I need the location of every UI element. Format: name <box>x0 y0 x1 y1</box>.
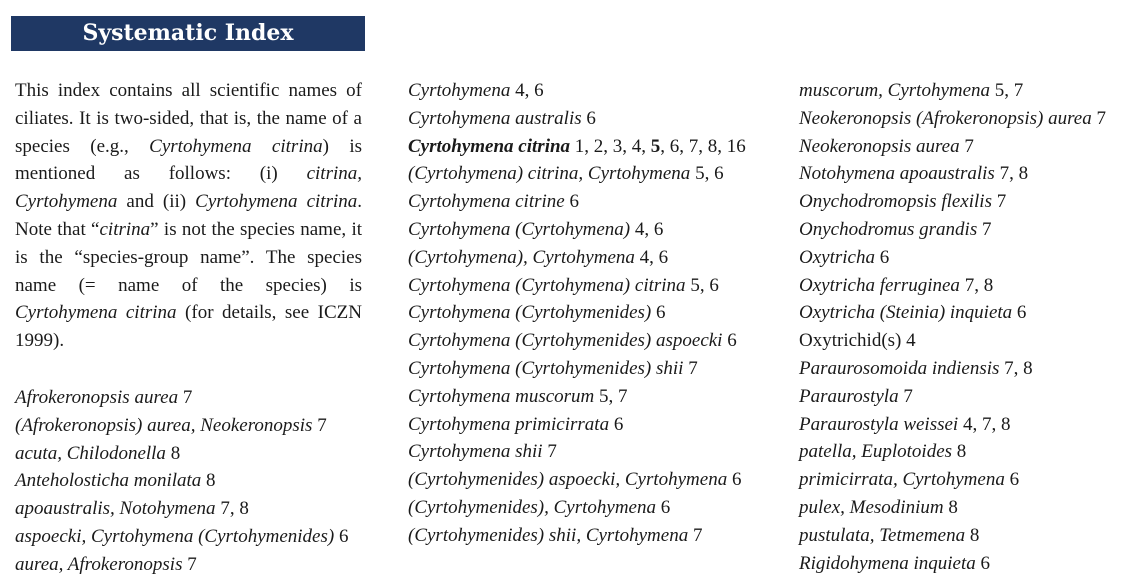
index-entry <box>408 411 768 439</box>
text-run: . Note that “ <box>15 191 362 240</box>
index-entry <box>408 383 768 411</box>
text-run: 4, 6 <box>630 218 664 240</box>
text-run: ” is not the species name, it is the “species-group name”. The species name (= name of the species) is <box>15 218 362 296</box>
text-run: Cyrtohymena citrina <box>149 135 323 157</box>
text-run: Oxytricha ferruginea <box>799 274 960 296</box>
index-entry <box>408 438 768 466</box>
index-entry <box>799 299 1126 327</box>
text-run: Cyrtohymena (Cyrtohymena) citrina <box>408 274 686 296</box>
text-run: Onychodromopsis flexilis <box>799 191 992 213</box>
index-entry <box>408 355 768 383</box>
index-entry <box>15 467 365 495</box>
index-entry <box>799 494 1126 522</box>
text-run: 6 <box>609 413 624 435</box>
text-run: Oxytrichid(s) 4 <box>799 330 916 352</box>
text-run: Notohymena apoaustralis <box>799 163 995 185</box>
index-entry <box>408 105 768 133</box>
index-entry <box>408 244 768 272</box>
index-entry <box>408 77 768 105</box>
text-run: (for details, see ICZN 1999). <box>15 302 362 352</box>
index-entry <box>408 327 768 355</box>
text-run: 8 <box>165 442 181 464</box>
section-title-banner <box>11 16 365 51</box>
index-entry <box>799 355 1126 383</box>
index-entry <box>799 216 1126 244</box>
index-column-2 <box>408 77 768 550</box>
text-run: (Cyrtohymenides) aspoecki, Cyrtohymena <box>408 469 728 491</box>
text-run: (Cyrtohymenides), Cyrtohymena <box>408 496 656 518</box>
text-run: 5 <box>650 135 661 157</box>
text-run: Cyrtohymena shii <box>408 441 543 463</box>
text-run: 7 <box>542 441 557 463</box>
index-entry <box>799 438 1126 466</box>
text-run: Cyrtohymena <box>408 80 511 101</box>
text-run: Cyrtohymena citrina <box>408 135 571 157</box>
text-run: Oxytricha <box>799 246 875 268</box>
text-run: acuta, Chilodonella <box>15 442 166 464</box>
text-run: 7 <box>688 524 703 546</box>
text-run: (Afrokeronopsis) aurea, Neokeronopsis <box>15 414 313 436</box>
text-run: Onychodromus grandis <box>799 218 978 240</box>
index-entry <box>799 466 1126 494</box>
text-run: 6 <box>581 107 596 129</box>
text-run: 4, 6 <box>510 80 544 101</box>
index-entry <box>408 188 768 216</box>
text-run: citrina <box>99 218 151 240</box>
text-run: This index contains all scientific names of ciliates. It is two-sided, that is, the name of a species (e.g., <box>15 80 362 157</box>
text-run: Cyrtohymena (Cyrtohymenides) aspoecki <box>408 330 723 352</box>
index-entry <box>408 494 768 522</box>
text-run: 5, 7 <box>594 385 628 407</box>
text-run: ) is mentioned as follows: (i) <box>15 135 363 185</box>
text-run: Cyrtohymena citrine <box>408 191 565 213</box>
text-run: 6 <box>727 469 742 491</box>
text-run: 8 <box>201 470 216 492</box>
index-entry <box>799 244 1126 272</box>
text-run: Cyrtohymena australis <box>408 107 582 129</box>
text-run: 7 <box>182 553 197 575</box>
text-run: Rigidohymena inquieta <box>799 552 976 574</box>
text-run: pustulata, Tetmemena <box>799 524 966 546</box>
index-entry <box>408 522 768 550</box>
text-run: Paraurostyla <box>799 385 899 407</box>
text-run: 7, 8 <box>215 498 249 520</box>
text-run: Neokeronopsis (Afrokeronopsis) aurea <box>799 107 1092 129</box>
text-run: Cyrtohymena (Cyrtohymena) <box>408 218 631 240</box>
text-run: 7 <box>312 414 327 436</box>
text-run: apoaustralis, Notohymena <box>15 498 216 520</box>
text-run: 6 <box>656 496 671 518</box>
index-entry <box>15 495 365 523</box>
text-run: Cyrtohymena (Cyrtohymenides) shii <box>408 357 684 379</box>
text-run: 6 <box>975 552 991 574</box>
text-run: Cyrtohymena citrina <box>195 191 358 213</box>
text-run: Cyrtohymena primicirrata <box>408 413 610 435</box>
text-run: primicirrata, Cyrtohymena <box>799 469 1005 491</box>
text-run: 8 <box>943 496 958 518</box>
index-entry <box>408 299 768 327</box>
text-run: 6 <box>874 246 890 268</box>
text-run: Afrokeronopsis aurea <box>15 387 179 408</box>
index-column-1 <box>15 384 365 579</box>
text-run: Oxytricha (Steinia) inquieta <box>799 302 1013 324</box>
index-entry <box>799 160 1126 188</box>
text-run: 6 <box>722 330 737 352</box>
text-run: 7 <box>959 135 974 157</box>
index-entry <box>408 272 768 300</box>
text-run: 6 <box>1012 302 1027 324</box>
index-entry <box>799 411 1126 439</box>
text-run: 7 <box>683 357 698 379</box>
text-run: muscorum, Cyrtohymena <box>799 80 991 101</box>
text-run: 6 <box>651 302 666 324</box>
text-run: 7, 8 <box>999 357 1033 379</box>
text-run: 8 <box>952 441 967 463</box>
text-run: 6 <box>1004 469 1020 491</box>
text-run: (Cyrtohymena), Cyrtohymena <box>408 246 635 268</box>
index-entry <box>408 466 768 494</box>
index-entry <box>15 440 365 468</box>
text-run: 7 <box>991 191 1007 213</box>
index-entry <box>15 551 365 579</box>
index-entry <box>799 327 1126 355</box>
text-run: 4, 6 <box>634 246 669 268</box>
text-run: 5, 6 <box>685 274 719 296</box>
text-run: 7 <box>898 385 913 407</box>
index-column-3 <box>799 77 1126 577</box>
index-entry <box>408 133 768 161</box>
index-entry <box>15 523 365 551</box>
text-run: 7, 8 <box>959 274 994 296</box>
text-run: 4, 7, 8 <box>958 413 1011 435</box>
index-entry <box>799 272 1126 300</box>
index-entry <box>408 160 768 188</box>
text-run: Cyrtohymena citrina <box>15 302 177 324</box>
text-run: citrina, Cyrtohymena <box>15 163 362 213</box>
text-run: 8 <box>965 524 980 546</box>
text-run: aspoecki, Cyrtohymena (Cyrtohymenides) <box>15 525 335 547</box>
index-entry <box>799 522 1126 550</box>
text-run: Cyrtohymena (Cyrtohymenides) <box>408 302 652 324</box>
index-entry <box>799 133 1126 161</box>
text-run: 7 <box>977 218 992 240</box>
text-run: Anteholosticha monilata <box>15 470 202 492</box>
text-run: Paraurostyla weissei <box>799 413 959 435</box>
index-entry <box>799 105 1126 133</box>
text-run: Neokeronopsis aurea <box>799 135 960 157</box>
text-run: 1, 2, 3, 4, <box>570 135 651 157</box>
text-run: (Cyrtohymenides) shii, Cyrtohymena <box>408 524 689 546</box>
text-run: Paraurosomoida indiensis <box>799 357 1000 379</box>
text-run: , 6, 7, 8, 16 <box>660 135 746 157</box>
index-entry <box>799 383 1126 411</box>
text-run: (Cyrtohymena) citrina, Cyrtohymena <box>408 163 691 185</box>
index-entry <box>799 188 1126 216</box>
intro-paragraph <box>15 77 362 355</box>
text-run: aurea, Afrokeronopsis <box>15 553 183 575</box>
text-run: patella, Euplotoides <box>799 441 953 463</box>
text-run: 6 <box>334 525 349 547</box>
text-run: 5, 7 <box>990 80 1024 101</box>
index-entry <box>15 412 365 440</box>
text-run: pulex, Mesodinium <box>799 496 944 518</box>
index-entry <box>15 384 365 412</box>
text-run: 6 <box>564 191 579 213</box>
section-title: Systematic Index <box>82 20 294 46</box>
index-entry <box>799 77 1126 105</box>
text-run: 5, 6 <box>690 163 724 185</box>
index-entry <box>408 216 768 244</box>
text-run: 7 <box>1091 107 1106 129</box>
text-run: 7 <box>178 387 193 408</box>
index-entry <box>799 550 1126 578</box>
text-run: Cyrtohymena muscorum <box>408 385 595 407</box>
text-run: and (ii) <box>117 191 196 213</box>
text-run: 7, 8 <box>994 163 1029 185</box>
